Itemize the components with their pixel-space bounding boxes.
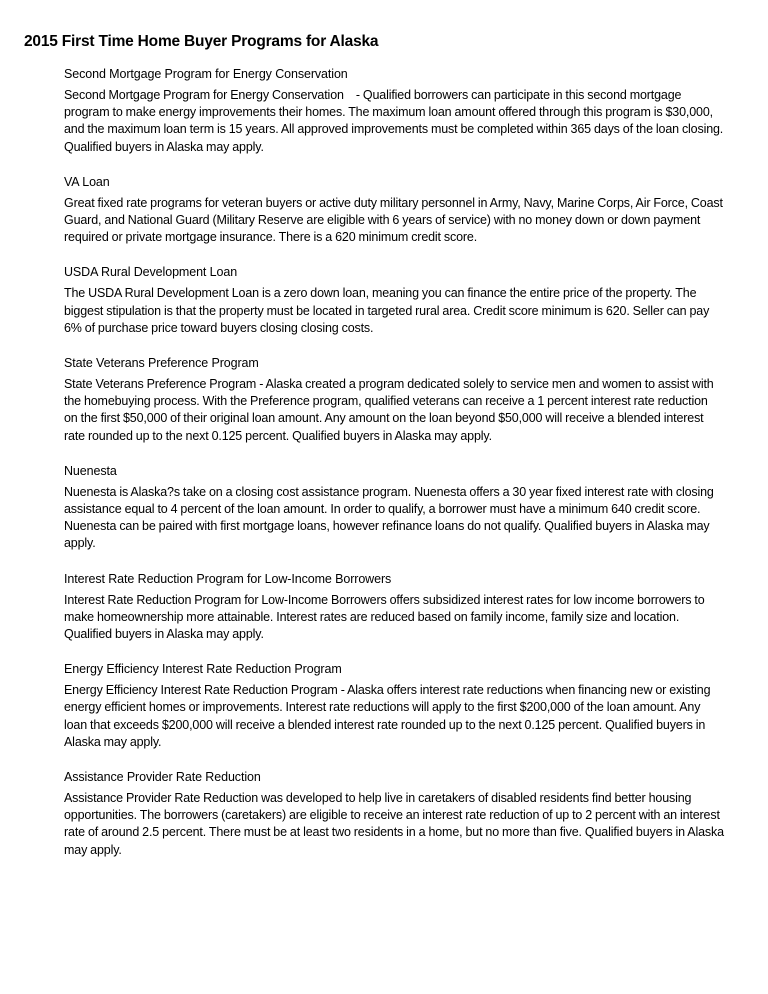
section-heading: Assistance Provider Rate Reduction xyxy=(64,770,261,785)
section-heading: VA Loan xyxy=(64,174,110,189)
program-section xyxy=(64,174,724,247)
program-section xyxy=(64,571,724,644)
section-body: State Veterans Preference Program - Alaska created a program dedicated solely to service men and women to assist with the homebuying process. With the Preference program, qualified veterans can receive a 1 percent interest rate reduction on the first $50,000 of their original loan amount. Any amount on the loan beyond $50,000 will receive a blended interest rate rounded up to the next 0.125 percent. Qualified buyers in Alaska may apply. xyxy=(64,377,714,443)
section-body: Interest Rate Reduction Program for Low-Income Borrowers offers subsidized interest rates for low income borrowers to make homeownership more attainable. Interest rates are reduced based on family income, family size and location. Qualified buyers in Alaska may apply. xyxy=(64,592,705,642)
section-body: Nuenesta is Alaska?s take on a closing cost assistance program. Nuenesta offers a 30 year fixed interest rate with closing assistance equal to 4 percent of the loan amount. In order to qualify, a borrower must have a minimum 640 credit score. Nuenesta can be paired with first mortgage loans, however refinance loans do not qualify. Qualified buyers in Alaska may apply. xyxy=(64,484,714,551)
section-body: Assistance Provider Rate Reduction was developed to help live in caretakers of disabled residents find better housing opportunities. The borrowers (caretakers) are eligible to receive an interest rate reduction of up to 2 percent with an interest rate of around 2.5 percent. There must be at least two residents in a home, but no more than five. Qualified buyers in Alaska may apply. xyxy=(64,791,724,857)
program-section xyxy=(64,463,724,553)
program-section xyxy=(64,355,724,445)
program-section xyxy=(64,769,724,859)
section-heading: Nuenesta xyxy=(64,463,117,478)
section-heading: Interest Rate Reduction Program for Low-Income Borrowers xyxy=(64,571,392,586)
section-heading: USDA Rural Development Loan xyxy=(64,265,238,280)
document-body xyxy=(64,66,727,877)
section-heading: State Veterans Preference Program xyxy=(64,356,259,371)
page-title: 2015 First Time Home Buyer Programs for Alaska xyxy=(24,33,379,50)
section-body: Second Mortgage Program for Energy Conservation - Qualified borrowers can participate in this second mortgage program to make energy improvements their homes. The maximum loan amount offered through this program is $30,000, and the maximum loan term is 15 years. All approved improvements must be completed within 365 days of the loan closing. Qualified buyers in Alaska may apply. xyxy=(64,88,727,154)
program-section xyxy=(64,264,724,337)
section-body: Energy Efficiency Interest Rate Reduction Program - Alaska offers interest rate reductions when financing new or existing energy efficient homes or improvements. Interest rate reductions will apply to the first $200,000 of the loan amount. Any loan that exceeds $200,000 will receive a blended interest rate rounded up to the next 0.125 percent. Qualified buyers in Alaska may apply. xyxy=(64,683,711,749)
section-heading: Second Mortgage Program for Energy Conservation xyxy=(64,67,348,81)
section-body: Great fixed rate programs for veteran buyers or active duty military personnel in Army, Navy, Marine Corps, Air Force, Coast Guard, and National Guard (Military Reserve are eligible with 6 years of service) with no money down or down payment required or private mortgage insurance. There is a 620 minimum credit score. xyxy=(64,195,723,245)
section-heading: Energy Efficiency Interest Rate Reduction Program xyxy=(64,662,342,677)
program-section xyxy=(64,66,727,156)
section-body: The USDA Rural Development Loan is a zero down loan, meaning you can finance the entire price of the property. The biggest stipulation is that the property must be located in targeted rural area. Credit score minimum is 620. Seller can pay 6% of purchase price toward buyers closing closing costs. xyxy=(64,286,710,335)
program-section xyxy=(64,661,724,751)
